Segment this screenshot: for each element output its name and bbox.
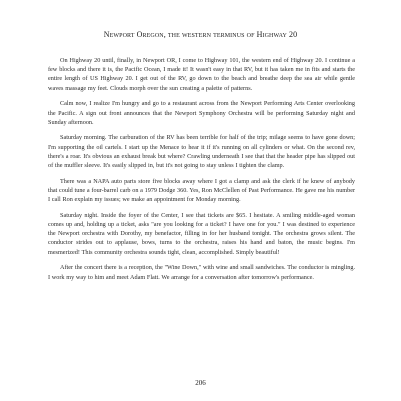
body-text (48, 56, 355, 288)
chapter-title: Newport Oregon, the western terminus of Highway 20 (103, 30, 298, 39)
paragraph: After the concert there is a reception, the "Wine Down," with wine and small sandwiches. The conductor is mingling. I work my way to him and meet Adam Flatt. We arrange for a conversation after tomorrow's performance. (48, 264, 355, 281)
paragraph: Saturday morning. The carburation of the RV has been terrible for half of the trip; milage seems to have gone down; I'm supporting the oil cartels. I start up the Menace to hear it if it's running on all cylinders or what. On the second rev, there's a roar. It's obvious an exhaust break but where? Crawling underneath I see that that the header pipe has slipped out of the muffler sleeve. It's easily slipped in, but it's not going to stay unless I tighten the clamp. (48, 134, 355, 170)
paragraph: On Highway 20 until, finally, in Newport OR, I come to Highway 101, the western end of Highway 20. I continue a few blocks and there it is, the Pacific Ocean, I made it! It wasn't easy in that RV, but it has taken me in fits and starts the entire length of US Highway 20. I get out of the RV, go down to the beach and breathe deep the sea air while gentle waves massage my feet. Clouds morph over the sun creating a palette of patterns. (48, 57, 355, 92)
paragraph: Calm now, I realize I'm hungry and go to a restaurant across from the Newport Performing Arts Center overlooking the Pacific. A sign out front announces that the Newport Symphony Orchestra will be performing Saturday night and Sunday afternoon. (48, 100, 355, 126)
paragraph: There was a NAPA auto parts store five blocks away where I got a clamp and ask the clerk if he knew of anybody that could tune a four-barrel carb on a 1979 Dodge 360. Yes, Ron McClellen of Past Performance. He gave me his number I call Ron explain my issues; we make an appointment for Monday morning. (48, 177, 356, 204)
paragraph: Saturday night. Inside the foyer of the Center, I see that tickets are $65. I hesitate. A smiling middle-aged woman comes up and, holding up a ticket, asks "are you looking for a ticket? I have one for you." I was destined to experience the Newport orchestra with Dorothy, my benefactor, filling in for her husband tonight. The orchestra grows silent. The conductor strides out to applause, bows, turns to the orchestra, raises his hand and baton, the music begins. I'm mesmerized! This community orchestra sounds tight, clean, accomplished. Simply beautiful! (48, 211, 355, 256)
page-number: 206 (195, 379, 206, 387)
